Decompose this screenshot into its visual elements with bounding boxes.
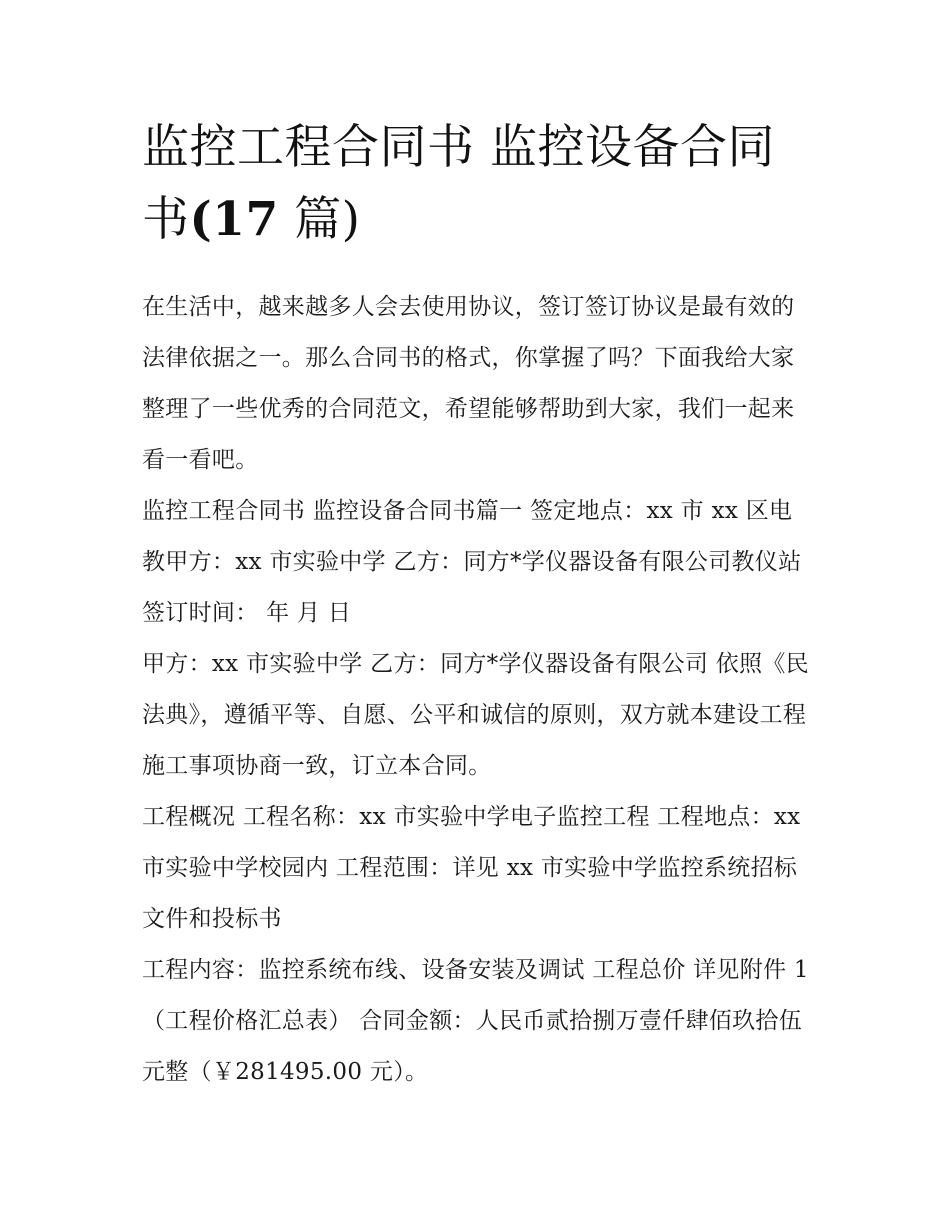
document-title (142, 112, 814, 256)
intro-paragraph: 在生活中，越来越多人会去使用协议，签订签订协议是最有效的法律依据之一。那么合同书的格式，你掌握了吗？下面我给大家整理了一些优秀的合同范文，希望能够帮助到大家，我们一起来看一看吧。 (142, 294, 795, 473)
project-overview-paragraph: 工程概况 工程名称：xx 市实验中学电子监控工程 工程地点：xx 市实验中学校园内 工程范围：详见 xx 市实验中学监控系统招标文件和投标书 (142, 804, 801, 932)
document-body (142, 112, 814, 1098)
title-line-2-count: (17 (189, 192, 279, 247)
project-content-paragraph: 工程内容：监控系统布线、设备安装及调试 工程总价 详见附件 1（工程价格汇总表） 合同金额：人民币贰拾捌万壹仟肆佰玖拾伍元整（￥281495.00 元）。 (142, 957, 809, 1085)
title-line-2-suffix: 篇) (294, 192, 361, 247)
title-line-1: 监控工程合同书 监控设备合同 (142, 120, 775, 175)
contract-header-paragraph: 监控工程合同书 监控设备合同书篇一 签定地点：xx 市 xx 区电教甲方：xx 市实验中学 乙方：同方*学仪器设备有限公司教仪站 签订时间： 年 月 日 (142, 498, 802, 626)
parties-paragraph: 甲方：xx 市实验中学 乙方：同方*学仪器设备有限公司 依照《民法典》，遵循平等、自愿、公平和诚信的原则，双方就本建设工程施工事项协商一致，订立本合同。 (142, 651, 809, 779)
title-line-2-prefix: 书 (142, 192, 190, 247)
